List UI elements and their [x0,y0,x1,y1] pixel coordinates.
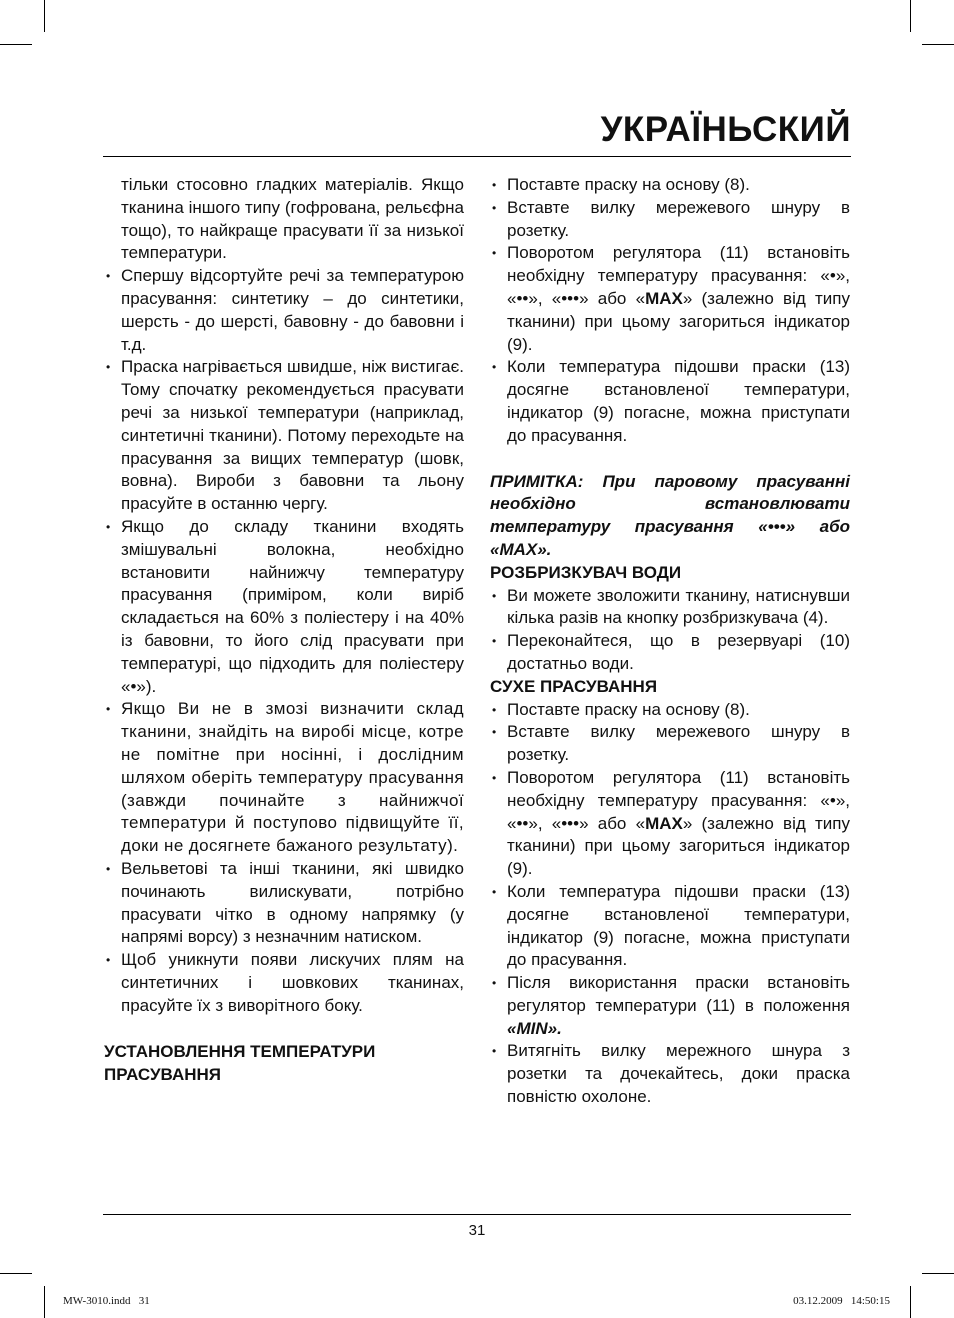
list-item [490,242,850,356]
list-item: • Поставте праску на основу (8). [490,174,850,197]
section-heading-sprayer: РОЗБРИЗКУВАЧ ВОДИ [490,562,682,582]
left-column [104,174,464,1087]
list-item: • Переконайтеся, що в резервуарі (10) достатньо води. [490,630,850,676]
page-number: 31 [468,1222,486,1239]
list-item: • Якщо до складу тканини входять змішувальні волокна, необхідно встановити найнижчу температуру прасування (приміром, коли виріб складається на 60% з поліестеру і на 40% із бавовни, то його слід прасувати при температурі, що підходить для поліестеру «•»). [104,516,464,698]
list-item: • Вельветові та інші тканини, які швидко починають вилискувати, потрібно прасувати чітко в одному напрямку (у напрямі ворсу) з незначним натиском. [104,858,464,949]
max-setting: MAX [645,813,683,833]
right-column [490,174,850,1109]
crop-mark [922,44,954,45]
crop-mark [910,0,911,32]
sprayer-list [490,585,850,676]
list-item: • Щоб уникнути появи лискучих плям на синтетичних і шовкових тканинах, прасуйте їх з виворітного боку. [104,949,464,1017]
list-item [490,767,850,881]
crop-mark [0,1273,32,1274]
list-item: • Витягніть вилку мережного шнура з розетки та дочекайтесь, доки праска повністю охолоне. [490,1040,850,1108]
header-rule [103,156,851,157]
list-item: • Праска нагрівається швидше, ніж вистигає. Тому спочатку рекомендується прасувати речі за низької температури (наприклад, синтетичні тканини). Потому переходьте на прасування за вищих температур (шовк, вовна). Вироби з бавовни та льону прасуйте в останню чергу. [104,356,464,516]
crop-mark [922,1273,954,1274]
page-title: УКРАЇНЬСКИЙ [600,110,851,149]
list-item: • Коли температура підошви праски (13) досягне встановленої температури, індикатор (9) погасне, можна приступати до прасування. [490,356,850,447]
file-slug: MW-3010.indd 31 [63,1295,150,1307]
date-slug: 03.12.2009 14:50:15 [793,1295,890,1307]
crop-mark [44,1286,45,1318]
ironing-tips-list [104,265,464,1017]
list-item: • Коли температура підошви праски (13) досягне встановленої температури, індикатор (9) погасне, можна приступати до прасування. [490,881,850,972]
step-text: Поворотом регулятора (11) встановіть необхідну температуру прасування: «•», «••», «•••» або « [507,243,850,308]
dry-ironing-list [490,699,850,1109]
crop-mark [0,44,32,45]
max-setting: MAX [645,288,683,308]
section-heading-dry-ironing: СУХЕ ПРАСУВАННЯ [490,676,658,696]
intro-paragraph: тільки стосовно гладких матеріалів. Якщо тканина іншого типу (гофрована, рельєфна тощо), то найкраще прасувати її за низької температури. [121,175,464,263]
list-item: • Спершу відсортуйте речі за температурою прасування: синтетику – до синтетики, шерсть - до шерсті, бавовну - до бавовни і т.д. [104,265,464,356]
list-item [490,972,850,1040]
step-text: » (залежно від типу тканини) при цьому загориться індикатор (9). [507,813,850,879]
list-item: • Вставте вилку мережевого шнуру в розетку. [490,721,850,767]
crop-mark [44,0,45,32]
section-heading-temperature: УСТАНОВЛЕННЯ ТЕМПЕРАТУРИ ПРАСУВАННЯ [104,1042,376,1085]
list-item: • Поставте праску на основу (8). [490,699,850,722]
list-item: • Ви можете зволожити тканину, натиснувши кілька разів на кнопку розбризкувача (4). [490,585,850,631]
list-item: • Вставте вилку мережевого шнуру в розетку. [490,197,850,243]
steam-note: ПРИМІТКА: При паровому прасуванні необхідно встановлювати температуру прасування «•••» або «MAX». [490,471,850,559]
step-text: Після використання праски встановіть регулятор температури (11) в положення [507,973,850,1015]
step-text: Поворотом регулятора (11) встановіть необхідну температуру прасування: «•», «••», «•••» або « [507,767,850,833]
list-item: • Якщо Ви не в змозі визначити склад тканини, знайдіть на виробі місце, котре не помітне при носінні, і дослідним шляхом оберіть температуру прасування (завжди починайте з найнижчої температури й поступово підвищуйте її, доки не досягнете бажаного результату). [104,698,464,858]
step-text: » (залежно від типу тканини) при цьому загориться індикатор (9). [507,288,850,354]
crop-mark [910,1286,911,1318]
min-setting: «MIN». [507,1018,562,1038]
temperature-steps-list [490,174,850,448]
footer-rule [103,1214,851,1215]
